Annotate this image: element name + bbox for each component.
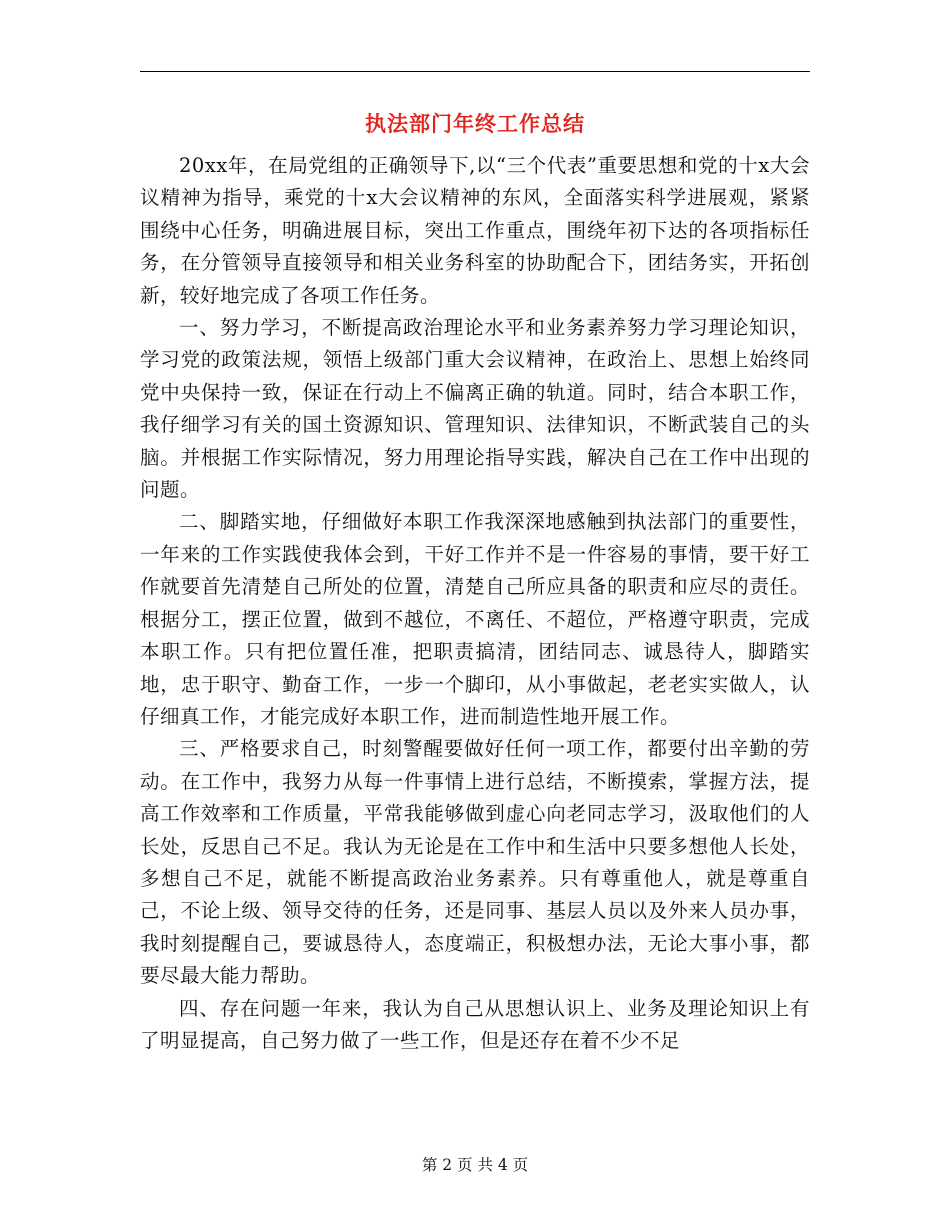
paragraph-section-1: 一、努力学习，不断提高政治理论水平和业务素养努力学习理论知识，学习党的政策法规，领悟上级部门重大会议精神，在政治上、思想上始终同党中央保持一致，保证在行动上不偏离正确的轨道。同时，结合本职工作，我仔细学习有关的国土资源知识、管理知识、法律知识，不断武装自己的头脑。并根据工作实际情况，努力用理论指导实践，解决自己在工作中出现的问题。 [140, 316, 810, 502]
page-footer [0, 1153, 950, 1175]
page-number-label: 第 2 页 共 4 页 [421, 1156, 529, 1174]
document-title: 执法部门年终工作总结 [365, 112, 585, 136]
paragraph-section-2: 二、脚踏实地，仔细做好本职工作我深深地感触到执法部门的重要性，一年来的工作实践使我体会到，干好工作并不是一件容易的事情，要干好工作就要首先清楚自己所处的位置，清楚自己所应具备的职责和应尽的责任。根据分工，摆正位置，做到不越位，不离任、不超位，严格遵守职责，完成本职工作。只有把位置任准，把职责搞清，团结同志、诚恳待人，脚踏实地，忠于职守、勤奋工作，一步一个脚印，从小事做起，老老实实做人，认仔细真工作，才能完成好本职工作，进而制造性地开展工作。 [140, 510, 810, 728]
paragraph-section-4: 四、存在问题一年来，我认为自己从思想认识上、业务及理论知识上有了明显提高，自己努力做了一些工作，但是还存在着不少不足 [140, 996, 810, 1052]
header-rule [140, 71, 810, 72]
document-body [140, 150, 810, 1057]
paragraph-section-3: 三、严格要求自己，时刻警醒要做好任何一项工作，都要付出辛勤的劳动。在工作中，我努力从每一件事情上进行总结，不断摸索，掌握方法，提高工作效率和工作质量，平常我能够做到虚心向老同志学习，汲取他们的人长处，反思自己不足。我认为无论是在工作中和生活中只要多想他人长处，多想自己不足，就能不断提高政治业务素养。只有尊重他人，就是尊重自己，不论上级、领导交待的任务，还是同事、基层人员以及外来人员办事，我时刻提醒自己，要诚恳待人，态度端正，积极想办法，无论大事小事，都要尽最大能力帮助。 [140, 737, 810, 988]
paragraph-intro: 20xx年，在局党组的正确领导下,以“三个代表”重要思想和党的十x大会议精神为指导，乘党的十x大会议精神的东风，全面落实科学进展观，紧紧围绕中心任务，明确进展目标，突出工作重点，围绕年初下达的各项指标任务，在分管领导直接领导和相关业务科室的协助配合下，团结务实，开拓创新，较好地完成了各项工作任务。 [140, 154, 810, 307]
